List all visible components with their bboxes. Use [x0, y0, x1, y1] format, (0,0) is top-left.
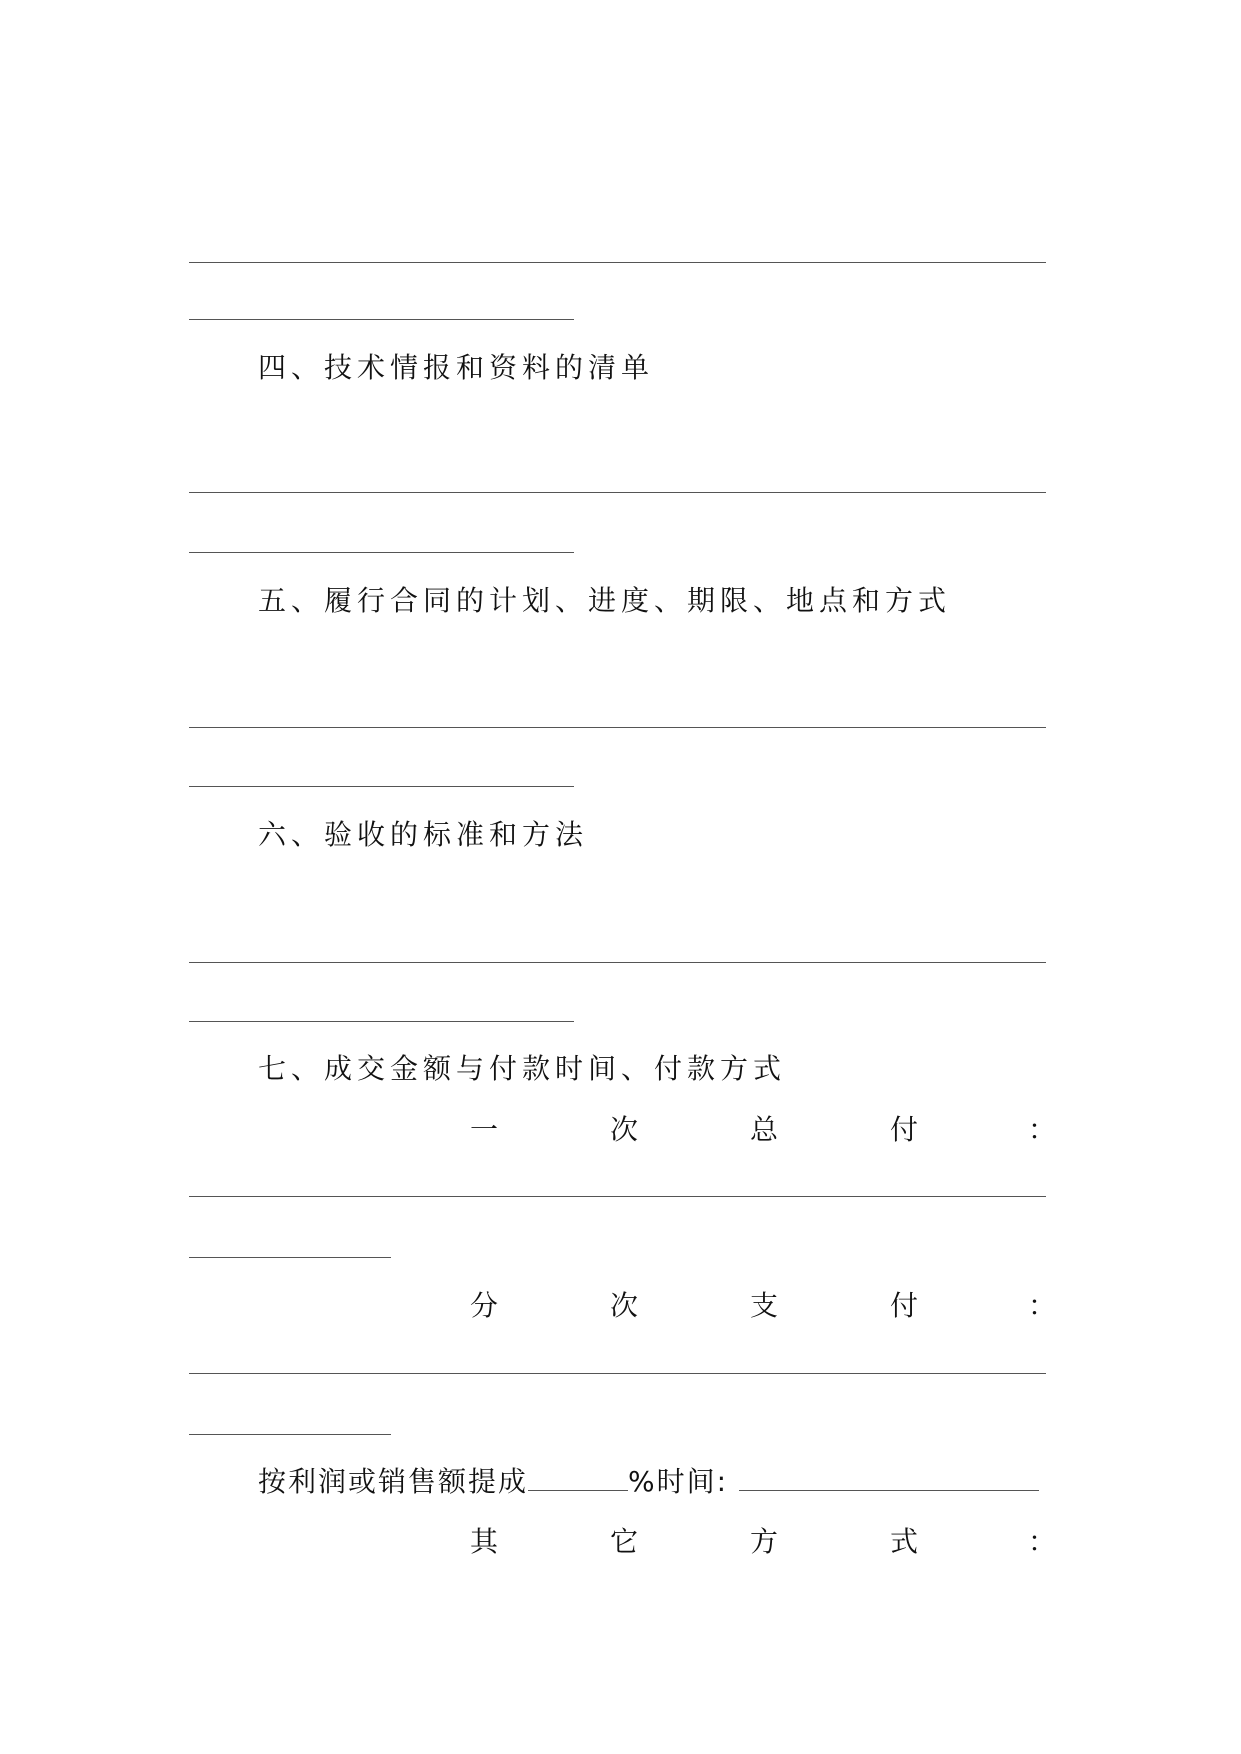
other-method-char: 其	[470, 1525, 499, 1558]
installment-char: 分	[470, 1289, 499, 1322]
section-heading-4: 四、技术情报和资料的清单	[258, 351, 655, 384]
installment-char: 支	[750, 1289, 779, 1322]
blank-line	[189, 319, 574, 320]
blank-line	[189, 1373, 1046, 1374]
blank-line	[189, 262, 1046, 263]
other-method-char: 方	[750, 1525, 779, 1558]
lump-sum-char: 次	[610, 1113, 639, 1146]
colon: ：	[1028, 1113, 1057, 1146]
colon: ：	[1028, 1525, 1057, 1558]
blank-line	[189, 552, 574, 553]
blank-line	[189, 1434, 391, 1435]
installment-char: 付	[890, 1289, 919, 1322]
percent-blank	[528, 1468, 628, 1491]
installment-char: 次	[610, 1289, 639, 1322]
commission-suffix: %时间:	[628, 1465, 729, 1498]
blank-line	[189, 1196, 1046, 1197]
section-heading-6: 六、验收的标准和方法	[258, 818, 589, 851]
colon: ：	[1028, 1289, 1057, 1322]
blank-line	[189, 727, 1046, 728]
commission-label: 按利润或销售额提成	[258, 1465, 529, 1498]
other-method-char: 式	[890, 1525, 919, 1558]
blank-line	[189, 962, 1046, 963]
time-blank	[739, 1468, 1039, 1491]
blank-line	[189, 1021, 574, 1022]
lump-sum-char: 总	[750, 1113, 779, 1146]
lump-sum-char: 付	[890, 1113, 919, 1146]
blank-line	[189, 786, 574, 787]
commission-row	[258, 1460, 1039, 1500]
other-method-char: 它	[610, 1525, 639, 1558]
blank-line	[189, 492, 1046, 493]
section-heading-7: 七、成交金额与付款时间、付款方式	[258, 1052, 787, 1085]
blank-line	[189, 1257, 391, 1258]
section-heading-5: 五、履行合同的计划、进度、期限、地点和方式	[258, 584, 952, 617]
lump-sum-char: 一	[470, 1113, 499, 1146]
